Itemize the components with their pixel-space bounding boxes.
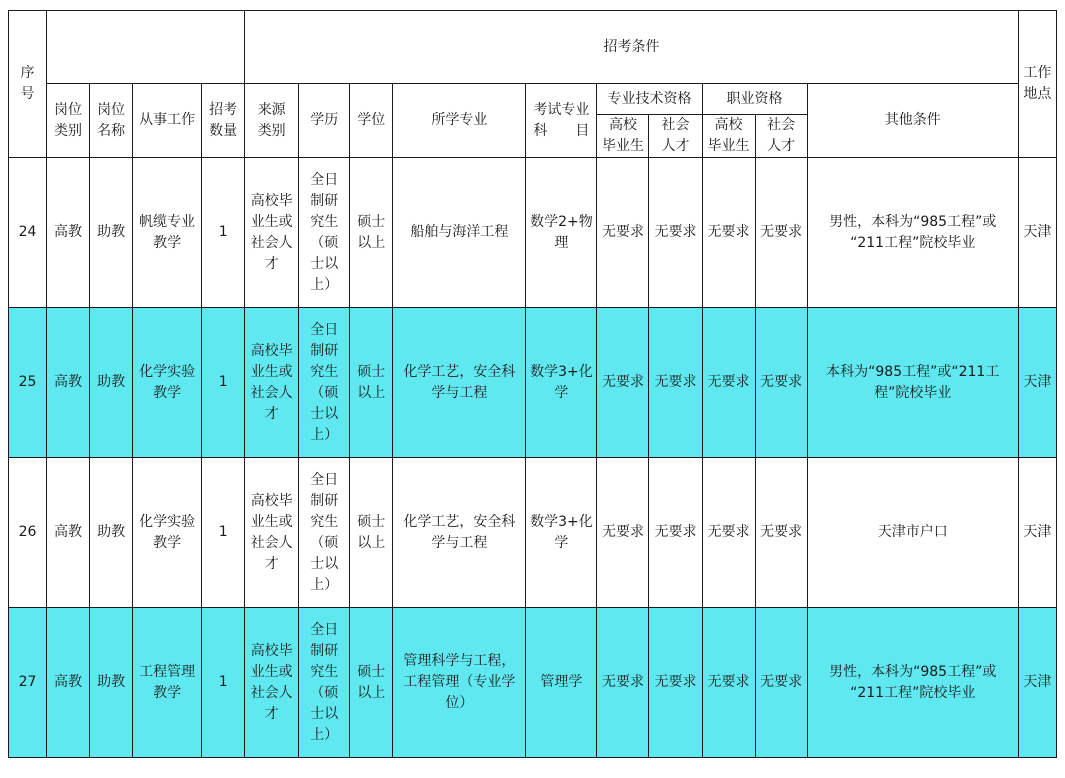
cell-post-name: 助教 xyxy=(90,158,133,308)
cell-post-name: 助教 xyxy=(90,308,133,458)
header-tech-qualification: 专业技术资格 xyxy=(597,84,702,115)
cell-job-grad: 无要求 xyxy=(702,458,755,608)
cell-education: 全日 制研 究生 （硕 士以 上） xyxy=(299,458,350,608)
header-job-grad: 高校 毕业生 xyxy=(702,115,755,158)
cell-exam: 数学3+化 学 xyxy=(526,458,597,608)
table-row xyxy=(9,608,1057,758)
header-tech-grad: 高校 毕业生 xyxy=(597,115,649,158)
cell-location: 天津 xyxy=(1018,158,1056,308)
cell-tech-grad: 无要求 xyxy=(597,158,649,308)
header-education: 学历 xyxy=(299,84,350,158)
cell-degree: 硕士 以上 xyxy=(350,308,393,458)
table-row xyxy=(9,308,1057,458)
cell-duty: 帆缆专业 教学 xyxy=(133,158,202,308)
table-row xyxy=(9,158,1057,308)
cell-major: 船舶与海洋工程 xyxy=(393,158,526,308)
header-row-2 xyxy=(9,84,1057,115)
cell-tech-social: 无要求 xyxy=(649,608,702,758)
cell-source: 高校毕 业生或 社会人 才 xyxy=(245,158,299,308)
cell-tech-social: 无要求 xyxy=(649,158,702,308)
cell-source: 高校毕 业生或 社会人 才 xyxy=(245,308,299,458)
cell-post-name: 助教 xyxy=(90,608,133,758)
header-post-name: 岗位 名称 xyxy=(90,84,133,158)
cell-major: 管理科学与工程， 工程管理（专业学 位） xyxy=(393,608,526,758)
cell-exam: 管理学 xyxy=(526,608,597,758)
cell-seq: 26 xyxy=(9,458,47,608)
header-degree: 学位 xyxy=(350,84,393,158)
cell-major: 化学工艺，安全科 学与工程 xyxy=(393,458,526,608)
header-major: 所学专业 xyxy=(393,84,526,158)
header-job-qualification: 职业资格 xyxy=(702,84,807,115)
cell-exam: 数学2+物 理 xyxy=(526,158,597,308)
cell-category: 高教 xyxy=(47,608,90,758)
cell-source: 高校毕 业生或 社会人 才 xyxy=(245,608,299,758)
cell-job-grad: 无要求 xyxy=(702,308,755,458)
cell-tech-social: 无要求 xyxy=(649,458,702,608)
recruitment-table xyxy=(8,10,1057,758)
cell-job-grad: 无要求 xyxy=(702,608,755,758)
cell-job-social: 无要求 xyxy=(755,458,807,608)
cell-other: 男性，本科为“985工程”或 “211工程”院校毕业 xyxy=(807,158,1018,308)
cell-tech-social: 无要求 xyxy=(649,308,702,458)
cell-job-social: 无要求 xyxy=(755,158,807,308)
cell-education: 全日 制研 究生 （硕 士以 上） xyxy=(299,608,350,758)
cell-location: 天津 xyxy=(1018,458,1056,608)
cell-seq: 24 xyxy=(9,158,47,308)
cell-category: 高教 xyxy=(47,158,90,308)
cell-count: 1 xyxy=(202,608,245,758)
header-recruit-conditions: 招考条件 xyxy=(245,11,1019,84)
cell-count: 1 xyxy=(202,158,245,308)
cell-major: 化学工艺，安全科 学与工程 xyxy=(393,308,526,458)
cell-seq: 25 xyxy=(9,308,47,458)
cell-education: 全日 制研 究生 （硕 士以 上） xyxy=(299,158,350,308)
header-source: 来源 类别 xyxy=(245,84,299,158)
cell-duty: 化学实验 教学 xyxy=(133,308,202,458)
header-blank xyxy=(47,11,245,84)
header-recruit-count: 招考 数量 xyxy=(202,84,245,158)
cell-tech-grad: 无要求 xyxy=(597,608,649,758)
header-other-conditions: 其他条件 xyxy=(807,84,1018,158)
cell-duty: 化学实验 教学 xyxy=(133,458,202,608)
header-seq: 序 号 xyxy=(9,11,47,158)
header-row-1 xyxy=(9,11,1057,84)
header-post-category: 岗位 类别 xyxy=(47,84,90,158)
header-work-location: 工作 地点 xyxy=(1018,11,1056,158)
cell-education: 全日 制研 究生 （硕 士以 上） xyxy=(299,308,350,458)
cell-count: 1 xyxy=(202,458,245,608)
cell-location: 天津 xyxy=(1018,608,1056,758)
cell-other: 本科为“985工程”或“211工 程”院校毕业 xyxy=(807,308,1018,458)
cell-seq: 27 xyxy=(9,608,47,758)
cell-tech-grad: 无要求 xyxy=(597,458,649,608)
cell-category: 高教 xyxy=(47,308,90,458)
cell-job-social: 无要求 xyxy=(755,608,807,758)
cell-duty: 工程管理 教学 xyxy=(133,608,202,758)
cell-source: 高校毕 业生或 社会人 才 xyxy=(245,458,299,608)
cell-degree: 硕士 以上 xyxy=(350,458,393,608)
cell-exam: 数学3+化 学 xyxy=(526,308,597,458)
cell-location: 天津 xyxy=(1018,308,1056,458)
cell-other: 男性，本科为“985工程”或 “211工程”院校毕业 xyxy=(807,608,1018,758)
header-tech-social: 社会 人才 xyxy=(649,115,702,158)
cell-tech-grad: 无要求 xyxy=(597,308,649,458)
table-row xyxy=(9,458,1057,608)
cell-category: 高教 xyxy=(47,458,90,608)
cell-post-name: 助教 xyxy=(90,458,133,608)
header-exam-subject: 考试专业 科 目 xyxy=(526,84,597,158)
cell-other: 天津市户口 xyxy=(807,458,1018,608)
cell-job-grad: 无要求 xyxy=(702,158,755,308)
cell-job-social: 无要求 xyxy=(755,308,807,458)
cell-degree: 硕士 以上 xyxy=(350,158,393,308)
cell-count: 1 xyxy=(202,308,245,458)
header-job-social: 社会 人才 xyxy=(755,115,807,158)
cell-degree: 硕士 以上 xyxy=(350,608,393,758)
header-duty: 从事工作 xyxy=(133,84,202,158)
